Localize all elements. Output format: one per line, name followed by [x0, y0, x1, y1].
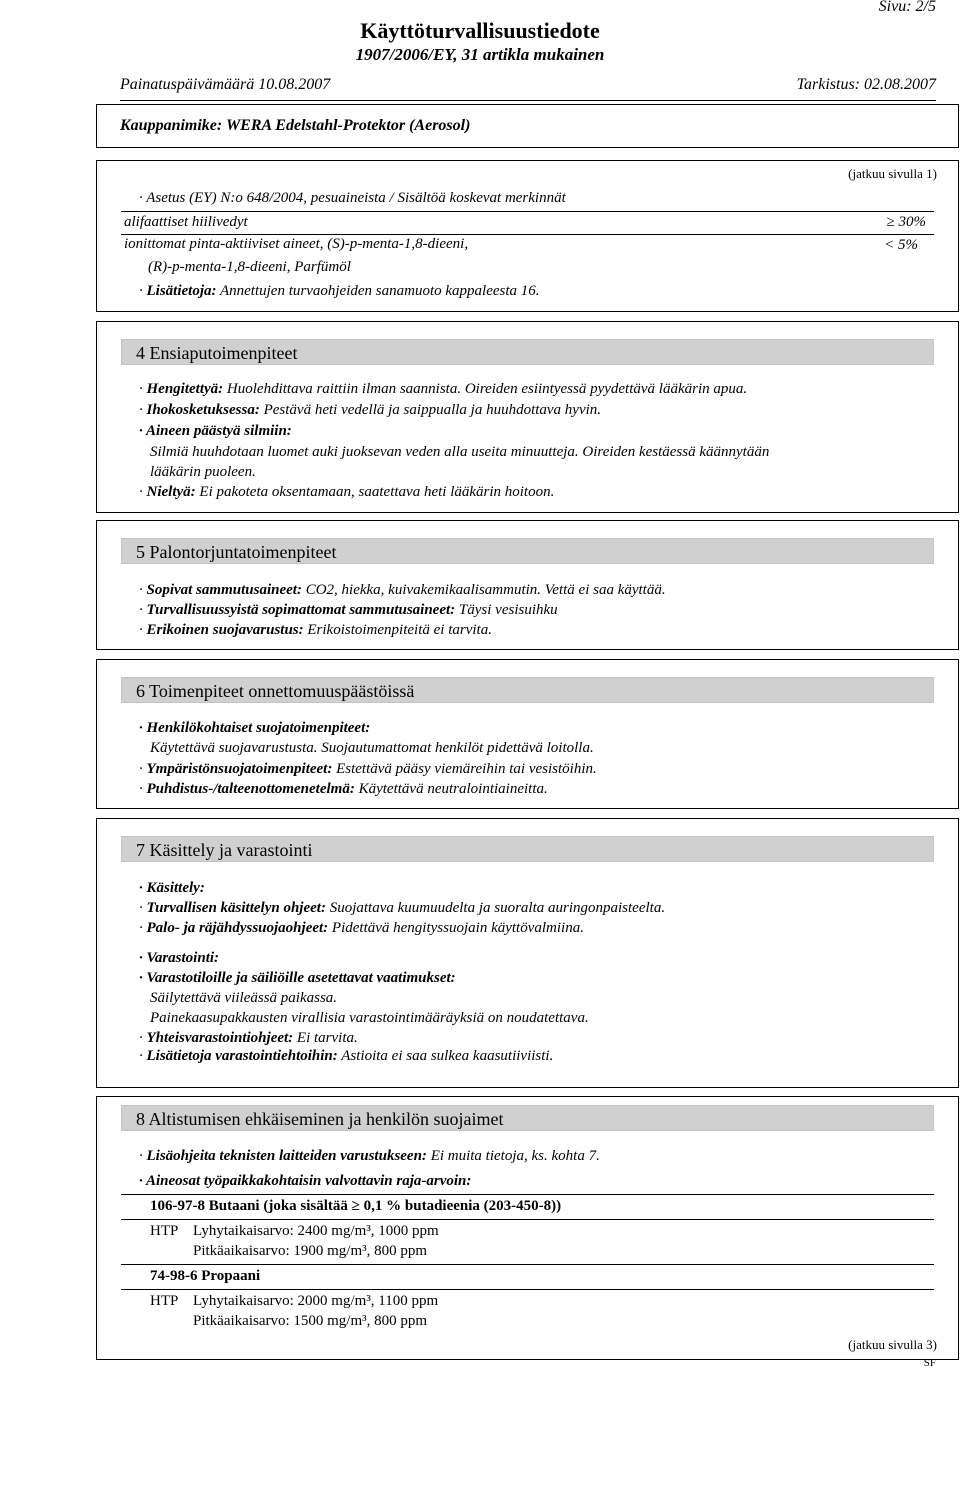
extra-info [139, 283, 540, 300]
technical-measures: · Lisäohjeita teknisten laitteiden varustukseen: Ei muita tietoja, ks. kohta 7. [139, 1148, 600, 1165]
first-aid-eye-text: Silmiä huuhdotaan luomet auki juoksevan veden alla useita minuutteja. Oireiden kestäessä käännytään [150, 444, 770, 460]
document-title: Käyttöturvallisuustiedote [360, 18, 600, 43]
storage-label: · Varastointi: [139, 950, 219, 967]
section-heading: 5 Palontorjuntatoimenpiteet [121, 538, 934, 564]
document-subtitle: 1907/2006/EY, 31 artikla mukainen [355, 45, 605, 64]
limit-type: HTP [150, 1223, 179, 1239]
product-name: Kauppanimike: WERA Edelstahl-Protektor (Aerosol) [120, 117, 471, 134]
first-aid-eye-label: · Aineen päästyä silmiin: [139, 423, 292, 440]
first-aid-skin: · Ihokosketuksessa: Pestävä heti vedellä ja saippualla ja huuhdottava hyvin. [139, 402, 601, 419]
limits-table-rule [121, 1264, 934, 1265]
section-5 [96, 520, 959, 650]
protective-equipment: · Erikoinen suojavarustus: Erikoistoimenpiteitä ei tarvita. [139, 622, 492, 639]
extra-info-label: Lisätietoja: [146, 283, 217, 299]
storage-extra-info: · Lisätietoja varastointiehtoihin: Astioita ei saa sulkea kaasutiiviisti. [139, 1048, 553, 1065]
section-heading: 7 Käsittely ja varastointi [121, 836, 934, 862]
suitable-extinguishers: · Sopivat sammutusaineet: CO2, hiekka, kuivakemikaalisammutin. Vettä ei saa käyttää. [139, 582, 666, 599]
continued-note: (jatkuu sivulla 1) [848, 166, 937, 181]
revision-date: Tarkistus: 02.08.2007 [796, 76, 936, 93]
continued-note: (jatkuu sivulla 3) [848, 1337, 937, 1352]
first-aid-eye-text-cont: lääkärin puoleen. [150, 464, 256, 480]
print-date: Painatuspäivämäärä 10.08.2007 [120, 76, 331, 93]
section-4 [96, 321, 959, 513]
section-heading: 6 Toimenpiteet onnettomuuspäästöissä [121, 677, 934, 703]
regulation-table-mid-rule [121, 234, 934, 235]
header-divider [120, 100, 936, 101]
ingredient-value: < 5% [884, 237, 918, 253]
short-term-limit: Lyhytaikaisarvo: 2400 mg/m³, 1000 ppm [193, 1223, 439, 1239]
page-number: Sivu: 2/5 [878, 0, 936, 15]
ingredient-name: alifaattiset hiilivedyt [124, 214, 248, 230]
personal-precautions-label: · Henkilökohtaiset suojatoimenpiteet: [139, 720, 370, 737]
regulation-title: · Asetus (EY) N:o 648/2004, pesuaineista / Sisältöä koskevat merkinnät [139, 190, 566, 207]
first-aid-swallow: · Nieltyä: Ei pakoteta oksentamaan, saatettava heti lääkärin hoitoon. [139, 484, 554, 501]
language-code: SF [923, 1357, 936, 1369]
joint-storage: · Yhteisvarastointiohjeet: Ei tarvita. [139, 1030, 358, 1047]
section-8 [96, 1096, 959, 1360]
ingredient-value: ≥ 30% [886, 214, 926, 230]
storage-requirements-text-cont: Painekaasupakkausten virallisia varastointimääräyksiä on noudatettava. [150, 1010, 589, 1026]
limits-table-rule [121, 1194, 934, 1195]
first-aid-inhalation: · Hengitettyä: Huolehdittava raittiin ilman saannista. Oireiden esiintyessä pyydettävä lääkärin apua. [139, 381, 747, 398]
unsuitable-extinguishers: · Turvallisuussyistä sopimattomat sammutusaineet: Täysi vesisuihku [139, 602, 558, 619]
limits-table-rule [121, 1289, 934, 1290]
limit-type: HTP [150, 1293, 179, 1309]
substance-name: 106-97-8 Butaani (joka sisältää ≥ 0,1 % butadieenia (203-450-8)) [150, 1198, 562, 1214]
fire-protection: · Palo- ja räjähdyssuojaohjeet: Pidettävä hengityssuojain käyttövalmiina. [139, 920, 584, 937]
section-heading: 4 Ensiaputoimenpiteet [121, 339, 934, 365]
extra-info-text: Annettujen turvaohjeiden sanamuoto kappaleesta 16. [219, 283, 540, 299]
cleanup-methods: · Puhdistus-/talteenottomenetelmä: Käytettävä neutralointiaineitta. [139, 781, 548, 798]
ingredient-name: (R)-p-menta-1,8-dieeni, Parfümöl [148, 259, 351, 275]
long-term-limit: Pitkäaikaisarvo: 1500 mg/m³, 800 ppm [193, 1313, 428, 1329]
section-7 [96, 818, 959, 1088]
personal-precautions-text: Käytettävä suojavarustusta. Suojautumattomat henkilöt pidettävä loitolla. [150, 740, 594, 756]
environmental-precautions: · Ympäristönsuojatoimenpiteet: Estettävä pääsy viemäreihin tai vesistöihin. [139, 761, 597, 778]
safe-handling: · Turvallisen käsittelyn ohjeet: Suojattava kuumuudelta ja suoralta auringonpaisteelta. [139, 900, 665, 917]
handling-label: · Käsittely: [139, 880, 205, 897]
regulation-table-top-rule [121, 211, 934, 212]
substance-name: 74-98-6 Propaani [150, 1268, 261, 1284]
ingredient-name: ionittomat pinta-aktiiviset aineet, (S)-p-menta-1,8-dieeni, [124, 236, 469, 252]
section-heading: 8 Altistumisen ehkäiseminen ja henkilön suojaimet [121, 1105, 934, 1131]
section-3-continued [96, 160, 959, 312]
short-term-limit: Lyhytaikaisarvo: 2000 mg/m³, 1100 ppm [193, 1293, 439, 1309]
section-6 [96, 659, 959, 809]
storage-requirements-label: · Varastotiloille ja säiliöille asetettavat vaatimukset: [139, 970, 456, 987]
long-term-limit: Pitkäaikaisarvo: 1900 mg/m³, 800 ppm [193, 1243, 428, 1259]
exposure-limits-label: · Aineosat työpaikkakohtaisin valvottavin raja-arvoin: [139, 1173, 471, 1190]
limits-table-rule [121, 1219, 934, 1220]
storage-requirements-text: Säilytettävä viileässä paikassa. [150, 990, 338, 1006]
